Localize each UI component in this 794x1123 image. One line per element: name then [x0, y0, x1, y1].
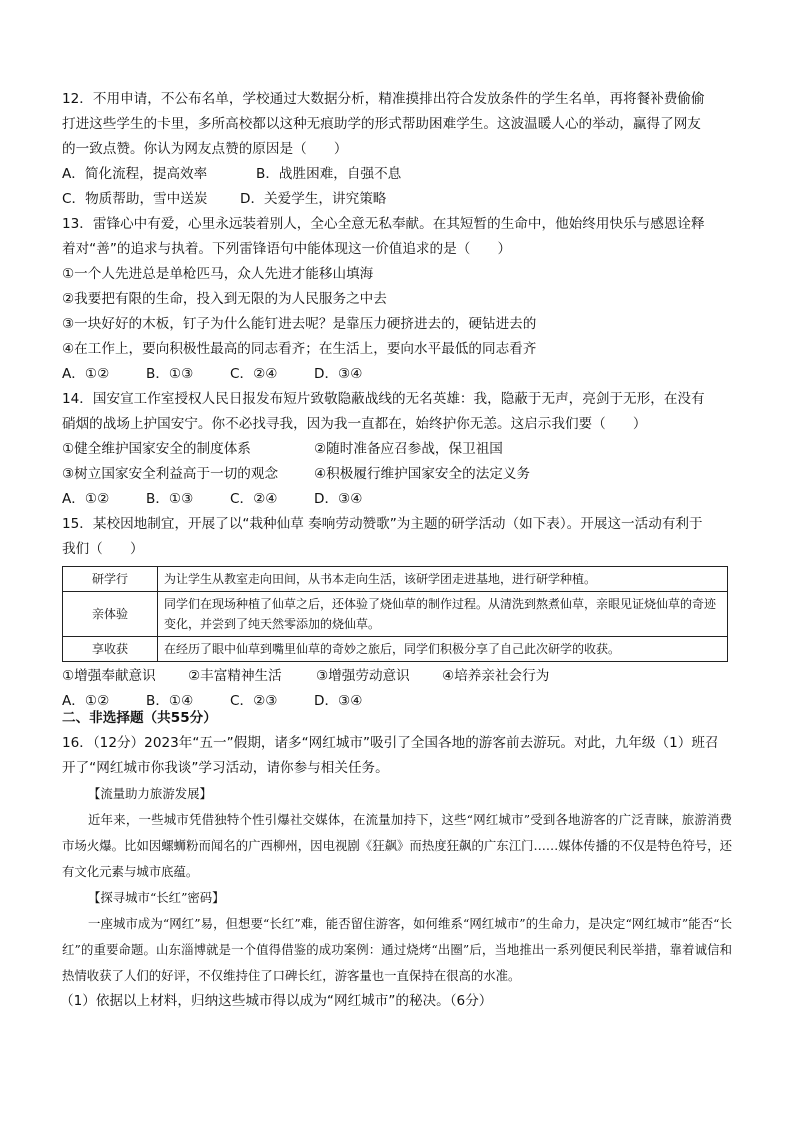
question-13 [62, 212, 732, 387]
question-stem-line: 硝烟的战场上护国安宁。你不必找寻我，因为我一直都在，始终护你无恙。这启示我们要（ ） [62, 416, 647, 432]
choice-row [62, 362, 732, 387]
statement-row [62, 462, 732, 487]
statement-item: ③树立国家安全利益高于一切的观念 [62, 466, 279, 482]
choice-c: C．②④ [230, 491, 278, 507]
table-row [63, 567, 728, 592]
question-stem-line: 打进这些学生的卡里，多所高校都以这种无痕助学的形式帮助困难学生。这波温暖人心的举动，赢得了网友 [62, 116, 701, 132]
choice-b: B．①④ [146, 693, 194, 709]
statement-item: ②我要把有限的生命，投入到无限的为人民服务之中去 [62, 291, 387, 307]
statement-item: ①健全维护国家安全的制度体系 [62, 441, 251, 457]
table-row-header: 研学行 [63, 567, 158, 592]
statement-row [62, 664, 732, 689]
choice-a: A．①② [62, 693, 110, 709]
material-block [62, 781, 732, 989]
choice-a: A．①② [62, 491, 110, 507]
question-15 [62, 512, 732, 714]
material-title: 【流量助力旅游发展】 [88, 786, 212, 801]
table-cell: 为让学生从教室走向田间，从书本走向生活，该研学团走进基地，进行研学种植。 [158, 567, 728, 592]
choice-c: C．②④ [230, 366, 278, 382]
option-a: A．简化流程，提高效率 [62, 166, 208, 182]
statement-item: ①增强奉献意识 [62, 668, 156, 684]
table-cell: 在经历了眼中仙草到嘴里仙草的奇妙之旅后，同学们积极分享了自己此次研学的收获。 [158, 637, 728, 662]
choice-a: A．①② [62, 366, 110, 382]
statement-row [62, 437, 732, 462]
question-stem-line: 12．不用申请，不公布名单，学校通过大数据分析，精准摸排出符合发放条件的学生名单，再将餐补费偷偷 [62, 91, 705, 107]
option-row [62, 162, 732, 187]
option-d: D．关爱学生，讲究策略 [240, 191, 387, 207]
choice-d: D．③④ [314, 366, 363, 382]
table-row [63, 592, 728, 637]
statement-item: ①一个人先进总是单枪匹马，众人先进才能移山填海 [62, 266, 374, 282]
table-row [63, 637, 728, 662]
question-stem-line: 我们（ ） [62, 541, 144, 557]
section-heading: 二、非选择题（共55分） [62, 710, 217, 726]
statement-item: ②丰富精神生活 [188, 668, 282, 684]
choice-row [62, 487, 732, 512]
option-b: B．战胜困难，自强不息 [256, 166, 402, 182]
activity-table [62, 566, 728, 662]
question-stem-line: 开了“网红城市你我谈”学习活动，请你参与相关任务。 [62, 760, 389, 776]
material-title: 【探寻城市“长红”密码】 [88, 890, 225, 905]
choice-d: D．③④ [314, 491, 363, 507]
table-cell: 同学们在现场种植了仙草之后，还体验了烧仙草的制作过程。从清洗到熬煮仙草，亲眼见证烧仙草的奇迹变化，并尝到了纯天然零添加的烧仙草。 [158, 592, 728, 637]
table-row-header: 亲体验 [63, 592, 158, 637]
question-stem-line: 14．国安宣工作室授权人民日报发布短片致敬隐蔽战线的无名英雄：我，隐蔽于无声，亮剑于无形，在没有 [62, 391, 705, 407]
statement-item: ④积极履行维护国家安全的法定义务 [314, 466, 531, 482]
question-stem-line: 着对“善”的追求与执着。下列雷锋语句中能体现这一价值追求的是（ ） [62, 241, 512, 257]
material-paragraph: 一座城市成为“网红”易，但想要“长红”难，能否留住游客，如何维系“网红城市”的生命力，是决定“网红城市”能否“长红”的重要命题。山东淄博就是一个值得借鉴的成功案例：通过烧烤“出圈”后，当地推出一系列便民利民举措，靠着诚信和热情收获了人们的好评，不仅维持住了口碑长红，游客量也一直保持在很高的水准。 [62, 916, 732, 983]
question-stem-line: 13．雷锋心中有爱，心里永远装着别人，全心全意无私奉献。在其短暂的生命中，他始终用快乐与感恩诠释 [62, 216, 705, 232]
question-stem-line: 16．（12分）2023年“五一”假期，诸多“网红城市”吸引了全国各地的游客前去游玩。对此，九年级（1）班召 [62, 735, 719, 751]
material-paragraph: 近年来，一些城市凭借独特个性引爆社交媒体，在流量加持下，这些“网红城市”受到各地游客的广泛青睐，旅游消费市场火爆。比如因螺蛳粉而闻名的广西柳州，因电视剧《狂飙》而热度狂飙的广东江门……媒体传播的不仅是特色符号，还有文化元素与城市底蕴。 [62, 812, 732, 879]
option-row [62, 187, 732, 212]
statement-item: ③一块好好的木板，钉子为什么能钉进去呢？是靠压力硬挤进去的，硬钻进去的 [62, 316, 537, 332]
table-row-header: 享收获 [63, 637, 158, 662]
question-12 [62, 87, 732, 212]
statement-item: ④培养亲社会行为 [442, 668, 550, 684]
question-stem-line: 的一致点赞。你认为网友点赞的原因是（ ） [62, 141, 348, 157]
statement-item: ④在工作上，要向积极性最高的同志看齐；在生活上，要向水平最低的同志看齐 [62, 341, 537, 357]
question-stem-line: 15．某校因地制宜，开展了以“栽种仙草 奏响劳动赞歌”为主题的研学活动（如下表）。开展这一活动有利于 [62, 516, 703, 532]
sub-question: （1）依据以上材料，归纳这些城市得以成为“网红城市”的秘决。（6分） [60, 993, 493, 1009]
question-14 [62, 387, 732, 512]
choice-c: C．②③ [230, 693, 278, 709]
choice-b: B．①③ [146, 366, 194, 382]
statement-item: ②随时准备应召参战，保卫祖国 [314, 441, 503, 457]
choice-d: D．③④ [314, 693, 363, 709]
option-c: C．物质帮助，雪中送炭 [62, 191, 208, 207]
choice-b: B．①③ [146, 491, 194, 507]
question-16 [62, 731, 732, 1014]
statement-item: ③增强劳动意识 [316, 668, 410, 684]
